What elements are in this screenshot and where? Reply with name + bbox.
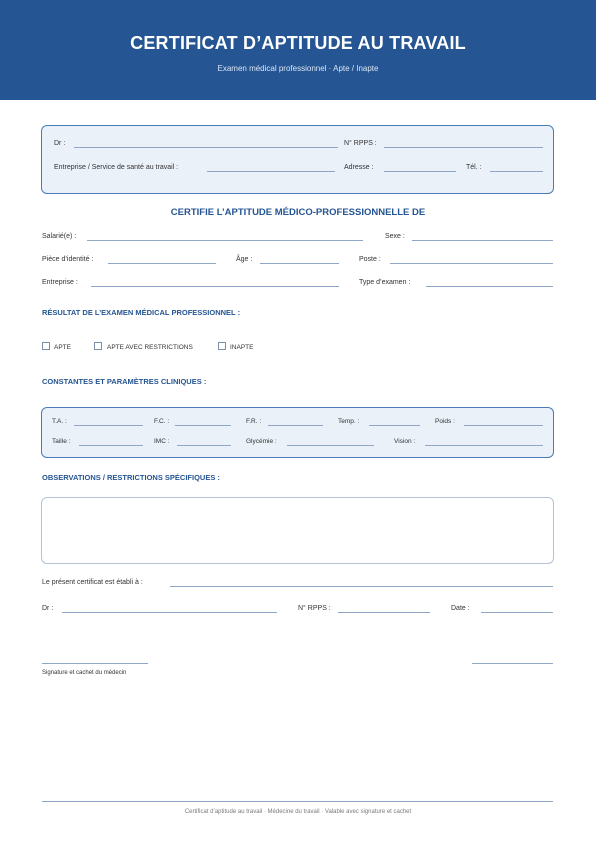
apte-restrictions-label: APTE AVEC RESTRICTIONS xyxy=(107,344,193,351)
vision-field[interactable] xyxy=(425,445,543,446)
inapte-label: INAPTE xyxy=(230,344,254,351)
doctor-rpps-field[interactable] xyxy=(384,147,543,148)
signing-doctor-label: Dr : xyxy=(42,605,54,612)
apte-checkbox[interactable] xyxy=(42,342,50,350)
apte-restrictions-checkbox[interactable] xyxy=(94,342,102,350)
inapte-checkbox[interactable] xyxy=(218,342,226,350)
signing-rpps-field[interactable] xyxy=(338,612,430,613)
phone-label: Tél. : xyxy=(466,164,482,171)
weight-field[interactable] xyxy=(464,425,543,426)
fr-label: F.R. : xyxy=(246,418,262,425)
id-document-field[interactable] xyxy=(108,263,216,264)
vision-label: Vision : xyxy=(394,438,416,445)
exam-type-field[interactable] xyxy=(426,286,553,287)
doctor-info-box xyxy=(41,125,554,194)
document-title: CERTIFICAT D’APTITUDE AU TRAVAIL xyxy=(130,33,466,53)
address-field[interactable] xyxy=(384,171,456,172)
doctor-name-label: Dr : xyxy=(54,140,66,147)
signature-line[interactable] xyxy=(42,663,148,664)
stamp-line[interactable] xyxy=(472,663,553,664)
age-field[interactable] xyxy=(260,263,339,264)
temp-label: Temp. : xyxy=(338,418,360,425)
signature-label: Signature et cachet du médecin xyxy=(42,670,127,676)
footer-divider xyxy=(42,801,553,802)
sex-field[interactable] xyxy=(412,240,553,241)
fr-field[interactable] xyxy=(268,425,323,426)
bmi-field[interactable] xyxy=(177,445,231,446)
service-field[interactable] xyxy=(207,171,335,172)
height-label: Taille : xyxy=(52,438,71,445)
employer-label: Entreprise : xyxy=(42,279,78,286)
certify-title: CERTIFIE L’APTITUDE MÉDICO-PROFESSIONNELLE DE xyxy=(170,207,426,218)
sex-label: Sexe : xyxy=(385,233,405,240)
employee-name-label: Salarié(e) : xyxy=(42,233,77,240)
observations-textarea[interactable] xyxy=(41,497,554,564)
phone-field[interactable] xyxy=(490,171,543,172)
place-field[interactable] xyxy=(170,586,553,587)
ta-field[interactable] xyxy=(74,425,143,426)
date-label: Date : xyxy=(451,605,470,612)
height-field[interactable] xyxy=(79,445,143,446)
glycemia-field[interactable] xyxy=(287,445,374,446)
bmi-label: IMC : xyxy=(154,438,170,445)
result-section-title: RÉSULTAT DE L’EXAMEN MÉDICAL PROFESSIONNEL : xyxy=(42,308,241,317)
id-document-label: Pièce d’identité : xyxy=(42,256,94,263)
clinical-section-title: CONSTANTES ET PARAMÈTRES CLINIQUES : xyxy=(42,377,207,386)
employee-name-field[interactable] xyxy=(87,240,363,241)
position-label: Poste : xyxy=(359,256,381,263)
doctor-name-field[interactable] xyxy=(74,147,338,148)
service-label: Entreprise / Service de santé au travail : xyxy=(54,164,179,171)
position-field[interactable] xyxy=(390,263,553,264)
age-label: Âge : xyxy=(236,256,253,263)
temp-field[interactable] xyxy=(369,425,420,426)
signing-rpps-label: N° RPPS : xyxy=(298,605,331,612)
document-subtitle: Examen médical professionnel · Apte / Inapte xyxy=(217,64,379,73)
fc-label: F.C. : xyxy=(154,418,170,425)
observations-section-title: OBSERVATIONS / RESTRICTIONS SPÉCIFIQUES : xyxy=(42,473,220,482)
clinical-box xyxy=(41,407,554,458)
ta-label: T.A. : xyxy=(52,418,67,425)
place-label: Le présent certificat est établi à : xyxy=(42,579,143,586)
exam-type-label: Type d’examen : xyxy=(359,279,411,286)
weight-label: Poids : xyxy=(435,418,455,425)
doctor-rpps-label: N° RPPS : xyxy=(344,140,377,147)
footer-text: Certificat d’aptitude au travail · Médecine du travail · Valable avec signature et cachet xyxy=(184,809,412,815)
fc-field[interactable] xyxy=(175,425,231,426)
glycemia-label: Glycémie : xyxy=(246,438,277,445)
address-label: Adresse : xyxy=(344,164,374,171)
employer-field[interactable] xyxy=(91,286,339,287)
apte-label: APTE xyxy=(54,344,71,351)
date-field[interactable] xyxy=(481,612,553,613)
signing-doctor-field[interactable] xyxy=(62,612,277,613)
